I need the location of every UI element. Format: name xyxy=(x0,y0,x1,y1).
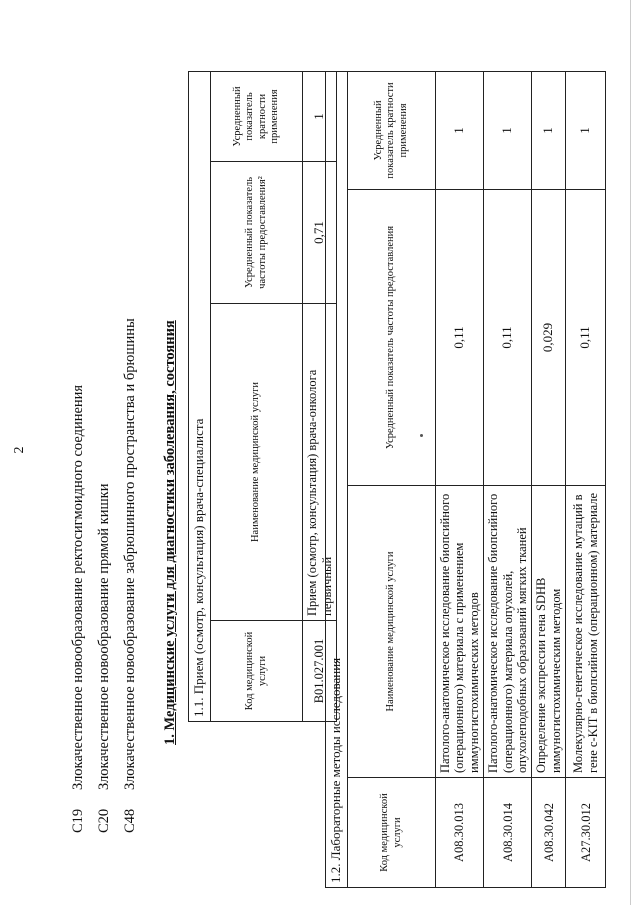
diagnosis-code: C20 xyxy=(96,808,112,833)
consultation-table xyxy=(188,71,337,722)
table-row xyxy=(436,71,484,887)
frequency-value: 0,029 xyxy=(532,190,566,486)
service-code: A08.30.013 xyxy=(436,778,484,888)
frequency-value: 0,11 xyxy=(484,190,532,486)
multiplicity-value: 1 xyxy=(484,71,532,189)
frequency-value: 0,71 xyxy=(303,162,337,304)
frequency-value: 0,11 xyxy=(566,190,606,486)
header-multiplicity: Усредненный показатель кратности применения xyxy=(348,71,436,189)
multiplicity-value: 1 xyxy=(532,71,566,189)
service-code: A27.30.012 xyxy=(566,778,606,888)
service-name: Патолого-анатомическое исследование биопсийного (операционного) материала с применением иммуногистохимических методов xyxy=(436,486,484,778)
service-name: Прием (осмотр, консультация) врача-онколога первичный xyxy=(303,304,337,621)
diagnosis-text: Злокачественное новообразование прямой кишки xyxy=(96,483,112,790)
header-code: Код медицинской услуги xyxy=(211,621,303,722)
service-name: Патолого-анатомическое исследование биопсийного (операционного) материала опухолей, опухолеподобных образований мягких тканей xyxy=(484,486,532,778)
table-row xyxy=(484,71,532,887)
table-row xyxy=(532,71,566,887)
frequency-value: 0,11 xyxy=(436,190,484,486)
service-code: A08.30.042 xyxy=(532,778,566,888)
header-name: Наименование медицинской услуги xyxy=(211,304,303,621)
service-code: B01.027.001 xyxy=(303,621,337,722)
scan-edge-divider xyxy=(630,0,631,905)
diagnosis-text: Злокачественное новообразование забрюшинного пространства и брюшины xyxy=(122,318,138,790)
header-multiplicity: Усредненный показатель кратности применения xyxy=(211,71,303,161)
header-frequency: Усредненный показатель частоты предоставления xyxy=(348,190,436,486)
diagnosis-text: Злокачественное новообразование ректосигмоидного соединения xyxy=(70,384,86,790)
header-code: Код медицинской услуги xyxy=(348,778,436,888)
multiplicity-value: 1 xyxy=(436,71,484,189)
table-row xyxy=(566,71,606,887)
section-title: 1. Медицинские услуги для диагностики заболевания, состояния xyxy=(162,320,178,745)
multiplicity-value: 1 xyxy=(303,71,337,161)
table-caption: 1.2. Лабораторные методы исследования xyxy=(326,71,348,887)
multiplicity-value: 1 xyxy=(566,71,606,189)
diagnosis-code: C48 xyxy=(122,808,138,833)
page-number: 2 xyxy=(12,446,27,454)
scan-speck-icon xyxy=(420,434,423,437)
diagnosis-code: C19 xyxy=(70,808,86,833)
service-name: Молекулярно-генетическое исследование мутаций в гене c-KIT в биопсийном (операционном) материале xyxy=(566,486,606,778)
table-caption: 1.1. Прием (осмотр, консультация) врача-специалиста xyxy=(189,71,211,721)
header-frequency: Усредненный показатель частоты предоставления² xyxy=(211,162,303,304)
service-code: A08.30.014 xyxy=(484,778,532,888)
laboratory-table xyxy=(325,71,606,888)
service-name: Определение экспрессии гена SDHB иммуногистохимическим методом xyxy=(532,486,566,778)
header-name: Наименование медицинской услуги xyxy=(348,486,436,778)
